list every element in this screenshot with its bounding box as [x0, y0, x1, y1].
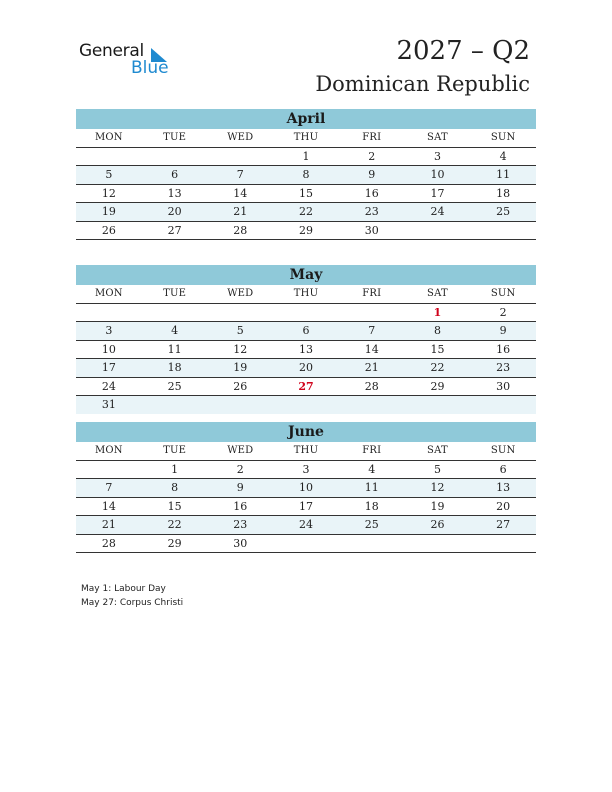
- day-cell: [339, 535, 405, 553]
- day-cell: 16: [233, 499, 248, 513]
- day-cell: 2: [368, 149, 376, 163]
- holiday-note: May 27: Corpus Christi: [81, 598, 184, 608]
- day-cell: 31: [101, 398, 116, 411]
- page-title: 2027 – Q2: [396, 36, 530, 66]
- weekday-label: FRI: [362, 445, 382, 456]
- day-cell: 10: [299, 481, 314, 494]
- day-cell: 14: [101, 499, 116, 513]
- day-cell: [273, 535, 339, 553]
- week-row: [76, 322, 536, 341]
- day-cell: 10: [430, 168, 445, 181]
- day-cell: 16: [496, 342, 511, 356]
- weekday-label: TUE: [163, 445, 187, 456]
- country-name: Dominican Republic: [315, 72, 530, 96]
- day-cell: 18: [167, 361, 182, 374]
- day-cell: 13: [299, 342, 314, 356]
- weekday-label: TUE: [163, 288, 187, 299]
- day-cell: [339, 304, 405, 322]
- weekday-header-row: [76, 442, 536, 461]
- day-cell: 17: [101, 361, 116, 374]
- holiday-note: May 1: Labour Day: [81, 584, 166, 594]
- day-cell: 2: [499, 305, 507, 319]
- day-cell: 21: [101, 518, 116, 531]
- day-cell: 25: [167, 379, 182, 393]
- day-cell: 6: [499, 462, 507, 476]
- day-cell: 21: [364, 361, 379, 374]
- day-cell: 27: [167, 223, 182, 237]
- weekday-label: FRI: [362, 132, 382, 143]
- day-cell: 12: [430, 481, 445, 494]
- weekday-header-row: [76, 129, 536, 148]
- day-cell: 19: [101, 205, 116, 218]
- day-cell: [76, 148, 142, 166]
- day-cell: 30: [496, 379, 511, 393]
- day-cell: 22: [167, 518, 182, 531]
- week-row: [76, 203, 536, 222]
- day-cell: [339, 396, 405, 414]
- day-cell: [142, 396, 208, 414]
- day-cell: [470, 396, 536, 414]
- weekday-header-row: [76, 285, 536, 304]
- weekday-label: WED: [227, 288, 254, 299]
- week-row: [76, 535, 536, 554]
- weekday-label: SAT: [427, 132, 448, 143]
- week-row: [76, 498, 536, 517]
- weekday-label: THU: [293, 132, 319, 143]
- day-cell: 22: [430, 361, 445, 374]
- day-cell: 6: [302, 324, 310, 337]
- weekday-label: MON: [94, 288, 123, 299]
- day-cell: 6: [171, 168, 179, 181]
- weekday-label: SUN: [490, 445, 516, 456]
- day-cell: 12: [101, 186, 116, 200]
- week-row: [76, 461, 536, 480]
- month-name: June: [76, 422, 536, 442]
- day-cell: 7: [105, 481, 113, 494]
- day-cell: [405, 222, 471, 240]
- day-cell: [273, 396, 339, 414]
- day-cell: [207, 396, 273, 414]
- day-cell: [142, 304, 208, 322]
- logo-word-blue: Blue: [131, 58, 169, 78]
- month-may: [76, 265, 536, 414]
- day-cell: 3: [302, 462, 310, 476]
- weekday-label: SUN: [490, 132, 516, 143]
- week-row: [76, 185, 536, 204]
- weekday-label: MON: [94, 132, 123, 143]
- day-cell: 10: [101, 342, 116, 356]
- month-name: May: [76, 265, 536, 285]
- day-cell: 9: [499, 324, 507, 337]
- day-cell: 13: [496, 481, 511, 494]
- day-cell: 1: [302, 149, 310, 163]
- week-row: [76, 222, 536, 241]
- day-cell: 28: [364, 379, 379, 393]
- day-cell: 4: [368, 462, 376, 476]
- day-cell: 20: [299, 361, 314, 374]
- day-cell: 14: [233, 186, 248, 200]
- day-cell: 17: [430, 186, 445, 200]
- weekday-label: TUE: [163, 132, 187, 143]
- day-cell: 3: [433, 149, 441, 163]
- weekday-label: SAT: [427, 288, 448, 299]
- day-cell: 29: [299, 223, 314, 237]
- day-cell: [273, 304, 339, 322]
- day-cell: 24: [430, 205, 445, 218]
- week-row: [76, 166, 536, 185]
- week-row: [76, 378, 536, 397]
- day-cell: 25: [364, 518, 379, 531]
- day-cell: 7: [236, 168, 244, 181]
- month-june: [76, 422, 536, 553]
- day-cell: 11: [167, 342, 182, 356]
- day-cell: 29: [430, 379, 445, 393]
- logo-word-general: General: [79, 41, 144, 61]
- day-cell: 18: [496, 186, 511, 200]
- day-cell: [76, 304, 142, 322]
- day-cell: 9: [236, 481, 244, 494]
- day-cell: 17: [299, 499, 314, 513]
- day-cell: 12: [233, 342, 248, 356]
- day-cell: 9: [368, 168, 376, 181]
- day-cell: 8: [433, 324, 441, 337]
- day-cell: 18: [364, 499, 379, 513]
- day-cell: 28: [101, 536, 116, 550]
- day-cell: [470, 535, 536, 553]
- day-cell: 30: [233, 536, 248, 550]
- day-cell: 23: [233, 518, 248, 531]
- day-cell: 25: [496, 205, 511, 218]
- day-cell: 23: [496, 361, 511, 374]
- weekday-label: MON: [94, 445, 123, 456]
- week-row: [76, 396, 536, 414]
- day-cell: 13: [167, 186, 182, 200]
- day-cell: 20: [496, 499, 511, 513]
- weekday-label: WED: [227, 132, 254, 143]
- day-cell: [207, 148, 273, 166]
- day-cell: 5: [433, 462, 441, 476]
- day-cell: 16: [364, 186, 379, 200]
- weekday-label: WED: [227, 445, 254, 456]
- day-cell: 15: [299, 186, 314, 200]
- day-cell: 1: [171, 462, 179, 476]
- day-cell: 24: [299, 518, 314, 531]
- day-cell: 8: [302, 168, 310, 181]
- day-cell: 19: [430, 499, 445, 513]
- week-row: [76, 341, 536, 360]
- day-cell: 5: [236, 324, 244, 337]
- day-cell: 21: [233, 205, 248, 218]
- week-row: [76, 304, 536, 323]
- day-cell: 2: [236, 462, 244, 476]
- day-cell: 11: [496, 168, 511, 181]
- holiday-day-cell: 1: [433, 305, 442, 319]
- day-cell: 26: [430, 518, 445, 531]
- week-row: [76, 359, 536, 378]
- generalblue-logo: [79, 41, 179, 81]
- day-cell: 26: [233, 379, 248, 393]
- holiday-day-cell: 27: [298, 379, 314, 393]
- day-cell: 29: [167, 536, 182, 550]
- day-cell: 15: [430, 342, 445, 356]
- day-cell: 20: [167, 205, 182, 218]
- day-cell: 24: [101, 379, 116, 393]
- week-row: [76, 479, 536, 498]
- day-cell: [470, 222, 536, 240]
- day-cell: 11: [364, 481, 379, 494]
- weekday-label: THU: [293, 445, 319, 456]
- day-cell: 14: [364, 342, 379, 356]
- day-cell: 7: [368, 324, 376, 337]
- week-row: [76, 148, 536, 167]
- day-cell: 5: [105, 168, 113, 181]
- day-cell: 26: [101, 223, 116, 237]
- day-cell: 27: [496, 518, 511, 531]
- weekday-label: FRI: [362, 288, 382, 299]
- month-name: April: [76, 109, 536, 129]
- day-cell: 3: [105, 324, 113, 337]
- day-cell: 22: [299, 205, 314, 218]
- day-cell: 15: [167, 499, 182, 513]
- week-row: [76, 516, 536, 535]
- holiday-notes: [81, 582, 183, 610]
- weekday-label: THU: [293, 288, 319, 299]
- weekday-label: SUN: [490, 288, 516, 299]
- day-cell: [142, 148, 208, 166]
- day-cell: [76, 461, 142, 479]
- day-cell: 28: [233, 223, 248, 237]
- day-cell: 19: [233, 361, 248, 374]
- month-april: [76, 109, 536, 240]
- weekday-label: SAT: [427, 445, 448, 456]
- day-cell: 8: [171, 481, 179, 494]
- day-cell: 4: [499, 149, 507, 163]
- day-cell: 4: [171, 324, 179, 337]
- day-cell: [405, 535, 471, 553]
- day-cell: [405, 396, 471, 414]
- day-cell: 30: [364, 223, 379, 237]
- day-cell: 23: [364, 205, 379, 218]
- day-cell: [207, 304, 273, 322]
